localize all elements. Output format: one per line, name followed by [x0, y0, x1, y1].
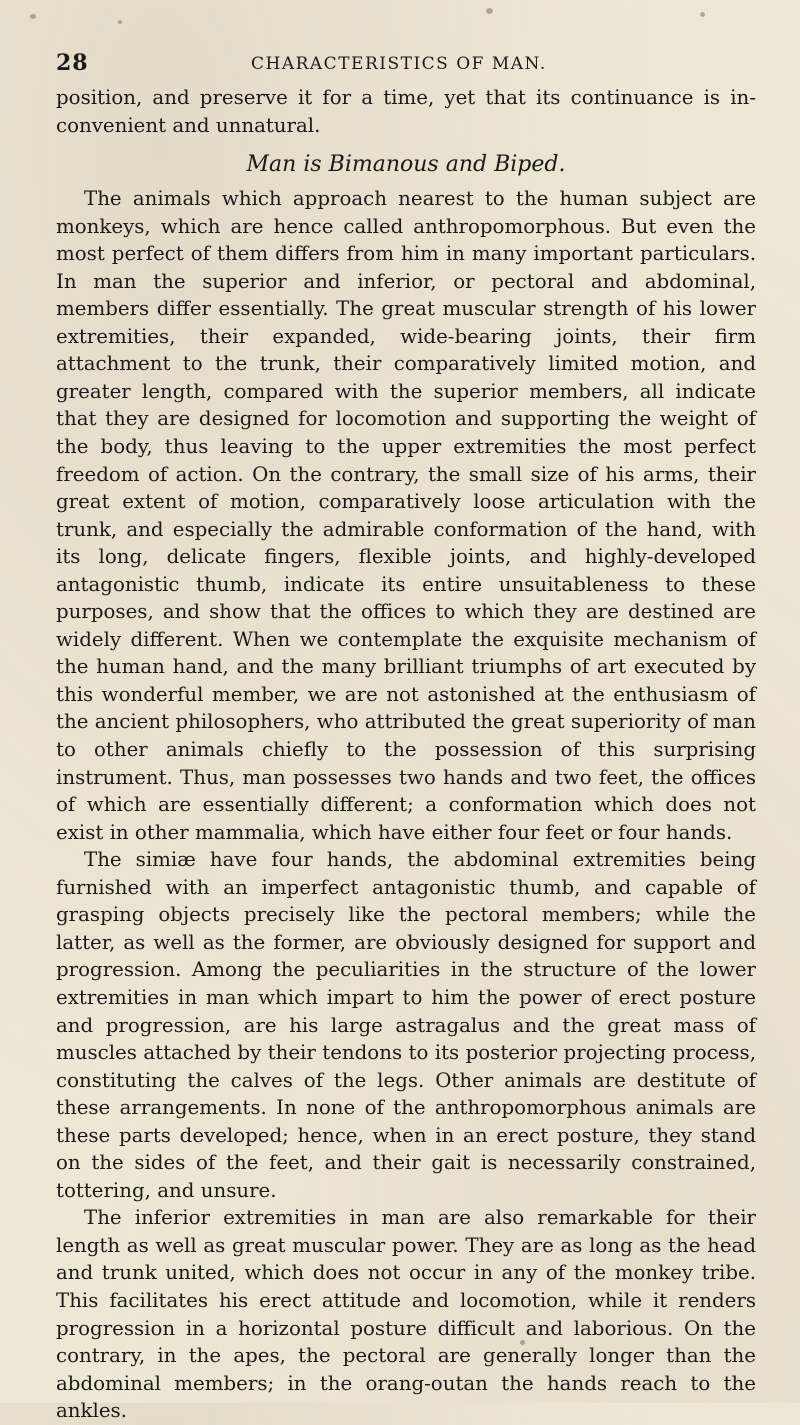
section-heading: Man is Bimanous and Biped. — [246, 152, 566, 178]
running-head — [56, 48, 756, 84]
paragraph: position, and preserve it for a time, yet that its continuance is inconvenient and unnatural. — [56, 86, 756, 137]
foxing-spot — [118, 20, 122, 24]
body-text — [56, 84, 756, 1425]
foxing-spot — [486, 8, 493, 14]
paragraph: The simiæ have four hands, the abdominal extremities being furnished with an imperfect antagonistic thumb, and capable of grasping objects precisely like the pectoral members; while the latter, as well as the former, are obviously designed for support and progression. Among the peculiarities in the structure of the lower extremities in man which impart to him the power of erect posture and progression, are his large astragalus and the great mass of muscles attached by their tendons to its posterior projecting process, constituting the calves of the legs. Other animals are destitute of these arrangements. In none of the anthropomorphous animals are these parts developed; hence, when in an erect posture, they stand on the sides of the feet, and their gait is necessarily constrained, tottering, and unsure. — [56, 848, 756, 1202]
running-title: CHARACTERISTICS OF MAN. — [251, 54, 547, 74]
paragraph: The animals which approach nearest to the human subject are monkeys, which are hence called anthropomorphous. But even the most perfect of them differs from him in many important particulars. In man the superior and inferior, or pectoral and abdominal, members differ essentially. The great muscular strength of his lower extremities, their expanded, wide-bearing joints, their firm attachment to the trunk, their comparatively limited motion, and greater length, compared with the superior members, all indicate that they are designed for locomotion and supporting the weight of the body, thus leaving to the upper extremities the most perfect freedom of action. On the contrary, the small size of his arms, their great extent of motion, comparatively loose articulation with the trunk, and especially the admirable conformation of the hand, with its long, delicate fingers, flexible joints, and highly-developed antagonistic thumb, indicate its entire unsuitableness to these purposes, and show that the offices to which they are destined are widely different. When we contemplate the exquisite mechanism of the human hand, and the many brilliant triumphs of art executed by this wonderful member, we are not astonished at the enthusiasm of the ancient philosophers, who attributed the great superiority of man to other animals chiefly to the possession of this surprising instrument. Thus, man possesses two hands and two feet, the offices of which are essentially different; a conformation which does not exist in other mammalia, which have either four feet or four hands. — [56, 187, 756, 844]
foxing-spot — [30, 14, 36, 19]
page-number: 28 — [56, 50, 89, 76]
foxing-spot — [700, 12, 705, 17]
paragraph: The inferior extremities in man are also remarkable for their length as well as great muscular power. They are as long as the head and trunk united, which does not occur in any of the monkey tribe. This facilitates his erect attitude and locomotion, while it renders progression in a horizontal posture difficult and laborious. On the contrary, in the apes, the pectoral are generally longer than the abdominal members; in the orang-outan the hands reach to the ankles. — [56, 1206, 756, 1423]
book-page — [56, 48, 756, 1425]
